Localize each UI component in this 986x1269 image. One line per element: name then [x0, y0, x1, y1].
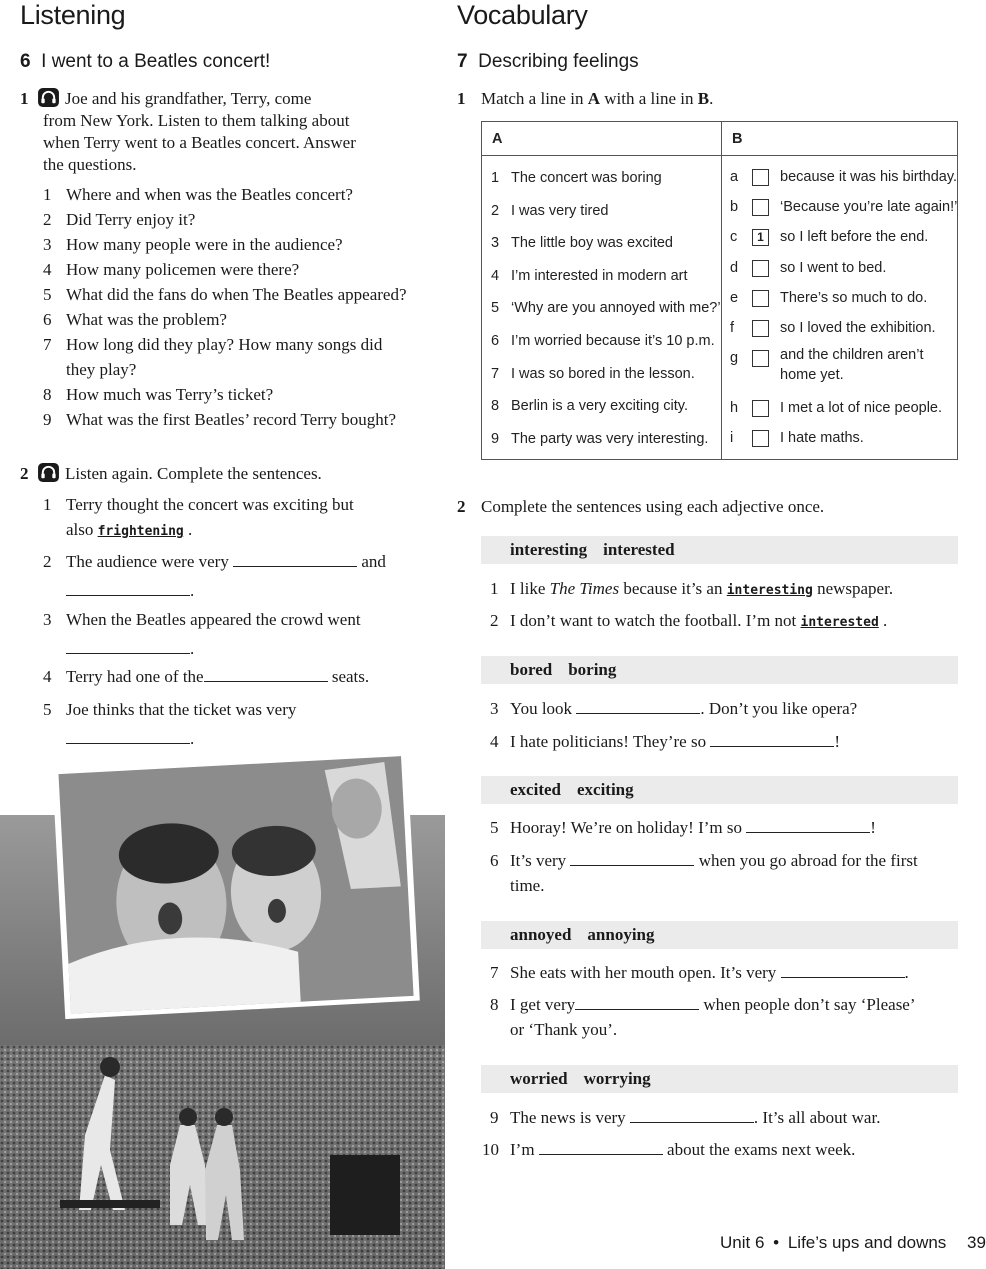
- blank-field[interactable]: [204, 666, 328, 682]
- answer-checkbox[interactable]: [752, 169, 769, 186]
- list-item: 2 Did Terry enjoy it?: [43, 210, 196, 229]
- list-item: 5 What did the fans do when The Beatles appeared?: [43, 285, 407, 304]
- section-title-listening: Listening: [20, 0, 126, 30]
- list-item: 5 ‘Why are you annoyed with me?’: [491, 300, 721, 317]
- list-item: 9 The party was very interesting.: [491, 430, 709, 447]
- list-item: g and the children aren’t home yet.: [730, 347, 924, 384]
- list-item: b ‘Because you’re late again!’: [730, 199, 958, 216]
- vocab-sentence-2: 2 I don’t want to watch the football. I’m not interested .: [490, 611, 888, 630]
- vocab-sentence-5: 5 Hooray! We’re on holiday! I’m so !: [490, 818, 876, 837]
- list-item: 8 How much was Terry’s ticket?: [43, 385, 274, 404]
- answer-checkbox[interactable]: [752, 430, 769, 447]
- list-item: a because it was his birthday.: [730, 169, 958, 185]
- blank-field[interactable]: [781, 962, 905, 978]
- sentence-2: 2 The audience were very and .: [43, 552, 386, 600]
- list-item: 4 How many policemen were there?: [43, 260, 300, 279]
- list-item: f so I loved the exhibition.: [730, 319, 936, 336]
- blank-field[interactable]: [746, 817, 870, 833]
- answer-checkbox[interactable]: [752, 400, 769, 417]
- footer-unit: Unit 6: [720, 1233, 765, 1252]
- footer-title: Life’s ups and downs: [787, 1233, 947, 1252]
- matching-table: [481, 121, 958, 460]
- blank-field[interactable]: [575, 994, 699, 1010]
- vocab-task-1-instruction: 1 Match a line in A with a line in B.: [457, 89, 714, 108]
- question-list: [43, 182, 463, 432]
- screaming-fans-photo: [52, 751, 420, 1019]
- column-b-header: B: [722, 122, 958, 156]
- blank-field[interactable]: [576, 698, 700, 714]
- list-item: 1 Where and when was the Beatles concert?: [43, 185, 353, 204]
- answer-checkbox[interactable]: 1: [752, 229, 769, 246]
- section-title-vocabulary: Vocabulary: [457, 0, 588, 30]
- list-item: d so I went to bed.: [730, 259, 887, 276]
- vocab-sentence-10: 10 I’m about the exams next week.: [482, 1140, 856, 1159]
- list-item: 9 What was the first Beatles’ record Terry bought?: [43, 410, 397, 429]
- blank-field[interactable]: [66, 728, 190, 744]
- vocab-sentence-1: 1 I like The Times because it’s an interesting newspaper.: [490, 579, 894, 598]
- sentence-3: 3 When the Beatles appeared the crowd went .: [43, 610, 361, 658]
- word-pair-interesting-interested: interesting interested: [481, 536, 958, 564]
- list-item: 7 How long did they play? How many songs did: [43, 335, 383, 354]
- answer-checkbox[interactable]: [752, 320, 769, 337]
- list-item: 7 I was so bored in the lesson.: [491, 365, 695, 382]
- answer-interested: interested: [800, 615, 879, 630]
- headphones-icon[interactable]: [38, 463, 59, 482]
- exercise-6-title: 6 I went to a Beatles concert!: [20, 51, 271, 72]
- blank-field[interactable]: [710, 731, 834, 747]
- page-number: 39: [967, 1233, 986, 1252]
- answer-checkbox[interactable]: [752, 199, 769, 216]
- list-item: 3 How many people were in the audience?: [43, 235, 343, 254]
- list-item: 1 The concert was boring: [491, 170, 662, 186]
- vocab-sentence-3: 3 You look . Don’t you like opera?: [490, 699, 858, 718]
- list-item: they play?: [66, 360, 137, 379]
- vocab-sentence-7: 7 She eats with her mouth open. It’s very .: [490, 963, 909, 982]
- word-pair-excited-exciting: excited exciting: [481, 776, 958, 804]
- blank-field[interactable]: [630, 1107, 754, 1123]
- blank-field[interactable]: [66, 580, 190, 596]
- vocab-sentence-4: 4 I hate politicians! They’re so !: [490, 732, 840, 751]
- list-item: 8 Berlin is a very exciting city.: [491, 398, 689, 415]
- footer-bullet: •: [773, 1233, 780, 1252]
- exercise-7-title: 7 Describing feelings: [457, 51, 639, 72]
- listening-task-2-intro: 2 Listen again. Complete the sentences.: [20, 464, 322, 483]
- column-a: [482, 156, 722, 460]
- vocab-sentence-9: 9 The news is very . It’s all about war.: [490, 1108, 881, 1127]
- blank-field[interactable]: [233, 551, 357, 567]
- list-item: i I hate maths.: [730, 430, 864, 447]
- column-b: [722, 156, 958, 460]
- word-pair-bored-boring: bored boring: [481, 656, 958, 684]
- blank-field[interactable]: [66, 638, 190, 654]
- answer-checkbox[interactable]: [752, 260, 769, 277]
- vocab-sentence-8: 8 I get very when people don’t say ‘Please’ or ‘Thank you’.: [490, 995, 916, 1039]
- answer-checkbox[interactable]: [752, 290, 769, 307]
- list-item: 6 What was the problem?: [43, 310, 227, 329]
- blank-field[interactable]: [539, 1139, 663, 1155]
- sentence-1: 1 Terry thought the concert was exciting but also frightening .: [43, 495, 354, 539]
- list-item: e There’s so much to do.: [730, 289, 928, 306]
- answer-frightening: frightening: [97, 524, 184, 539]
- page-footer: [720, 1233, 986, 1253]
- answer-checkbox[interactable]: [752, 350, 769, 367]
- list-item: c 1 so I left before the end.: [730, 229, 929, 246]
- vocab-sentence-6: 6 It’s very when you go abroad for the first time.: [490, 851, 918, 895]
- headphones-icon[interactable]: [38, 88, 59, 107]
- sentence-4: 4 Terry had one of the seats.: [43, 667, 370, 686]
- sentence-5: 5 Joe thinks that the ticket was very .: [43, 700, 297, 748]
- list-item: h I met a lot of nice people.: [730, 400, 943, 417]
- blank-field[interactable]: [570, 850, 694, 866]
- word-pair-annoyed-annoying: annoyed annoying: [481, 921, 958, 949]
- column-a-header: A: [482, 122, 722, 156]
- list-item: 4 I’m interested in modern art: [491, 267, 688, 284]
- list-item: 3 The little boy was excited: [491, 235, 673, 252]
- word-pair-worried-worrying: worried worrying: [481, 1065, 958, 1093]
- answer-interesting: interesting: [726, 583, 813, 598]
- list-item: 6 I’m worried because it’s 10 p.m.: [491, 332, 715, 349]
- listening-task-1: 1 Joe and his grandfather, Terry, come from New York. Listen to them talking about when Terry went to a Beatles concert. Answer the questions.: [20, 89, 356, 174]
- beatles-concert-photo: [0, 745, 445, 1269]
- vocab-task-2-instruction: 2 Complete the sentences using each adjective once.: [457, 497, 825, 516]
- list-item: 2 I was very tired: [491, 202, 609, 219]
